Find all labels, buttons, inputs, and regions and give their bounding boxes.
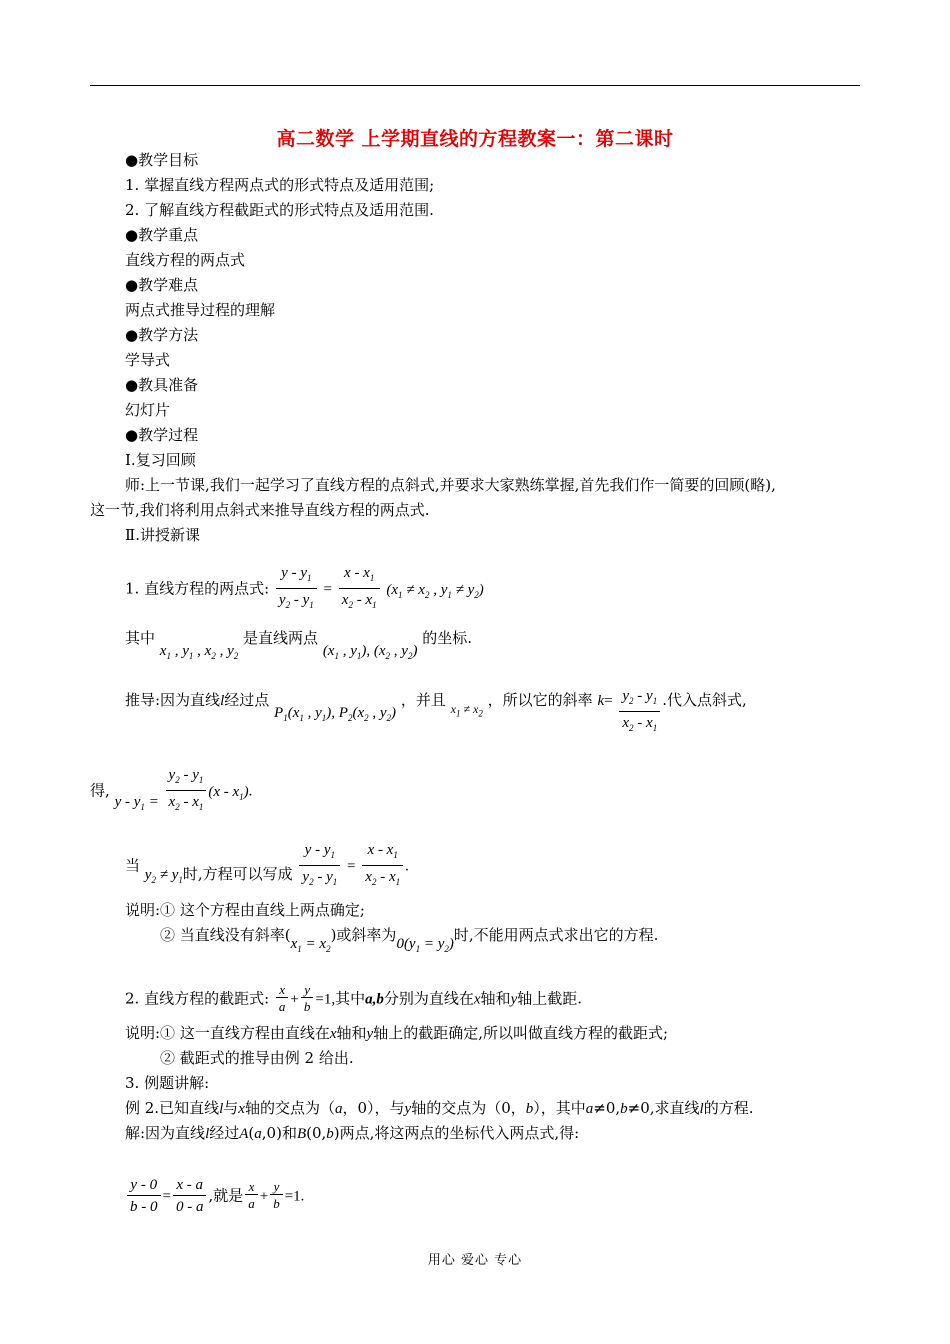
slope-fraction: $\frac{y_2 - y_1}{x_2 - x_1}$ [619, 686, 660, 739]
formula-fraction: $\frac{x}{a}$ [276, 983, 289, 1016]
difficulty-heading: ●教学难点 [125, 276, 199, 294]
tools-text: 幻灯片 [125, 401, 171, 419]
page-footer: 用心 爱心 专心 [427, 1253, 523, 1268]
formula-fraction: $\frac{y - y_1}{y_2 - y_1}$ [276, 563, 317, 616]
formula-vertical: $x_1 = x_2$ [290, 936, 331, 954]
note-4: ② 截距式的推导由例 2 给出. [160, 1049, 354, 1067]
formula-fraction: $\frac{y}{b}$ [270, 1180, 283, 1213]
formula-fraction: $\frac{x}{a}$ [245, 1180, 258, 1213]
formula-fraction: $\frac{x - x_1}{x_2 - x_1}$ [339, 563, 380, 616]
example-2-statement: 例 2.已知直线l与x轴的交点为（a，0），与y轴的交点为（0，b），其中a≠0,b≠0,求直线l的方程. [125, 1099, 754, 1117]
derivation-line: 推导:因为直线l经过点 $P_1(x_1$ , $y_1$), $P_2(x_2$ , $y_2$) ，并且 $_{x_1 \ne x_2}$ ，所以它的斜率 k= $\frac{y_2 - y_1}{x_2 - x_1}$ .代入点斜式, [125, 690, 747, 739]
focus-heading: ●教学重点 [125, 226, 199, 244]
when-line: 当 $y_2 \ne y_1$时,方程可以写成 $\frac{y - y_1}{y_2 - y_1}$ = $\frac{x - x_1}{x_2 - x_1}$ . [125, 840, 409, 893]
goal-item-1: 1. 掌握直线方程两点式的形式特点及适用范围; [125, 176, 435, 194]
teacher-line-2: 这一节,我们将利用点斜式来推导直线方程的两点式. [90, 501, 430, 519]
formula-points: ($x_1$ , $y_1$), ($x_2$ , $y_2$) [322, 643, 418, 661]
teacher-line-1: 师:上一节课,我们一起学习了直线方程的点斜式,并要求大家熟练掌握,首先我们作一简要的回顾(略), [125, 476, 776, 494]
new-lesson-heading: Ⅱ.讲授新课 [125, 526, 200, 544]
solution-line: 解:因为直线l经过A(a,0)和B(0,b)两点,将这两点的坐标代入两点式,得: [125, 1124, 580, 1142]
note-2: ② 当直线没有斜率$(x_1 = x_2)$或斜率为$0(y_1 = y_2)$时,不能用两点式求出它的方程. [160, 926, 659, 954]
example-heading: 3. 例题讲解: [125, 1074, 210, 1092]
header-rule [90, 85, 860, 86]
focus-text: 直线方程的两点式 [125, 251, 246, 269]
page-title: 高二数学 上学期直线的方程教案一：第二课时 [276, 128, 674, 150]
formula-fraction: $\frac{x - x_1}{x_2 - x_1}$ [362, 840, 403, 893]
two-point-form-line: 1. 直线方程的两点式: $\frac{y - y_1}{y_2 - y_1}$ = $\frac{x - x_1}{x_2 - x_1}$ ($x_1 \ne x_2$ , $y_1 \ne y_2$) [125, 563, 484, 616]
formula-condition-y: $y_2 \ne y_1$ [144, 866, 183, 885]
goal-heading: ●教学目标 [125, 151, 199, 169]
formula-fraction: $\frac{y - 0}{b - 0}$ [127, 1175, 161, 1218]
formula-fraction: $\frac{y_2 - y_1}{x_2 - x_1}$ [166, 765, 207, 818]
difficulty-text: 两点式推导过程的理解 [125, 301, 276, 319]
process-heading: ●教学过程 [125, 426, 199, 444]
method-heading: ●教学方法 [125, 326, 199, 344]
intercept-form-line: 2. 直线方程的截距式: $\frac{x}{a}$ + $\frac{y}{b}$ =1,其中a,b分别为直线在x轴和y轴上截距. [125, 982, 583, 1014]
formula-condition: ($x_1 \ne x_2$ , $y_1 \ne y_2$) [386, 581, 484, 600]
where-line: 其中 $x_1$ , $y_1$ , $x_2$ , $y_2$ 是直线两点 ($x_1$ , $y_1$), ($x_2$ , $y_2$) 的坐标. [125, 629, 473, 661]
formula-vars: $x_1$ , $y_1$ , $x_2$ , $y_2$ [159, 643, 239, 661]
review-heading: Ⅰ.复习回顾 [125, 451, 196, 469]
formula-result: y - $y_1$ = [114, 793, 159, 812]
method-text: 学导式 [125, 351, 171, 369]
formula-horizontal: $0(y_1 = y_2)$ [396, 936, 454, 954]
formula-condition-x: x1 ≠ x2 [450, 702, 483, 719]
formula-fraction: $\frac{x - a}{0 - a}$ [173, 1175, 207, 1218]
tools-heading: ●教具准备 [125, 376, 199, 394]
solution-formula: $\frac{y - 0}{b - 0}$ = $\frac{x - a}{0 - a}$ ,就是 $\frac{x}{a}$ + $\frac{y}{b}$ =1. [125, 1175, 304, 1218]
goal-item-2: 2. 了解直线方程截距式的形式特点及适用范围. [125, 201, 434, 219]
note-3: 说明:① 这一直线方程由直线在x轴和y轴上的截距确定,所以叫做直线方程的截距式; [125, 1024, 669, 1042]
formula-fraction: $\frac{y}{b}$ [301, 983, 314, 1016]
formula-points-p: $P_1(x_1$ , $y_1$), $P_2(x_2$ , $y_2$) [274, 705, 397, 723]
result-line: 得, y - $y_1$ = $\frac{y_2 - y_1}{x_2 - x_1}$ $(x - x_1)$. [90, 765, 252, 818]
formula-fraction: $\frac{y - y_1}{y_2 - y_1}$ [299, 840, 340, 893]
note-1: 说明:① 这个方程由直线上两点确定; [125, 901, 365, 919]
